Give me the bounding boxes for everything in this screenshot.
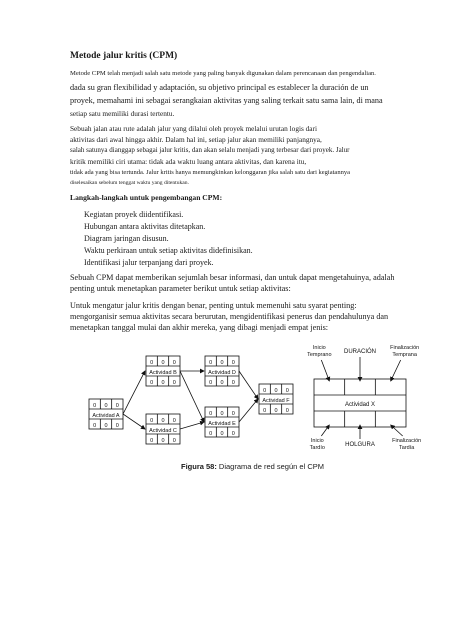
para4-line-2: mengorganisir semua aktivitas secara berurutan, mengidentifikasi penerus dan pendahulunya dan [70,312,389,321]
step-item-5: Identifikasi jalur terpanjang dari proyek. [84,258,214,267]
network-node-1 [89,399,123,429]
node-value: 0 [285,408,289,414]
node-value: 0 [115,403,119,409]
legend-node [314,379,406,427]
network-edge [123,371,145,414]
node-value: 0 [274,388,278,394]
section-title: Metode jalur kritis (CPM) [70,51,178,61]
node-value: 0 [161,418,165,424]
step-item-3: Diagram jaringan disusun. [84,234,169,243]
network-node-2 [146,356,180,386]
legend-finalizacion-tardia: Finalización [392,438,422,444]
network-node-4 [205,356,239,386]
steps-heading: Langkah-langkah untuk pengembangan CPM: [70,193,223,202]
para1-line-1: Metode CPM telah menjadi salah satu metode yang paling banyak digunakan dalam perencanaan dan pengendalian. [70,70,376,77]
node-label: Actividad D [208,370,236,376]
para4-line-3: menetapkan tanggal mulai dan akhir mereka, yang dibagi menjadi empat jenis: [70,323,329,332]
para2-line-5: tidak ada yang bisa tertunda. Jalur kritis hanya memungkinkan kelonggaran jika salah satu dari kegiatannya [70,169,350,176]
node-value: 0 [161,438,165,444]
node-value: 0 [93,423,97,429]
node-value: 0 [104,423,108,429]
figure-caption-text: Diagrama de red según el CPM [216,462,324,471]
node-value: 0 [150,438,154,444]
legend-finalizacion-tardia: Tardía [399,445,415,451]
node-label: Actividad F [262,398,290,404]
node-value: 0 [150,360,154,366]
network-edge [180,371,204,422]
node-label: Actividad A [92,413,120,419]
para4-line-1: Untuk mengatur jalur kritis dengan benar, penting untuk memenuhi satu syarat penting: [70,301,357,310]
node-value: 0 [172,380,176,386]
legend-inicio-tardio: Tardío [309,445,325,451]
step-item-4: Waktu perkiraan untuk setiap aktivitas didefinisikan. [84,246,253,255]
para3-line-2: penting untuk menetapkan parameter berikut untuk setiap aktivitas: [70,284,291,293]
network-node-6 [259,384,293,414]
para2-line-3: salah satunya dianggap sebagai jalur kritis, dan akan selalu menjadi yang terbesar dari proyek. Jalur [70,146,350,154]
figure-caption-label: Figura 58: [181,462,217,471]
network-edge [123,414,145,429]
para2-line-4: kritik memiliki ciri utama: tidak ada waktu luang antara aktivitas, dan karena itu, [70,157,307,166]
node-value: 0 [231,380,235,386]
node-value: 0 [115,423,119,429]
node-value: 0 [150,380,154,386]
node-value: 0 [220,380,224,386]
node-value: 0 [150,418,154,424]
network-edge [239,371,258,399]
node-label: Actividad C [149,428,177,434]
network-node-3 [146,414,180,444]
node-value: 0 [231,360,235,366]
node-value: 0 [231,411,235,417]
para3-line-1: Sebuah CPM dapat memberikan sejumlah besar informasi, dan untuk dapat mengetahuinya, adalah [70,273,395,282]
para1-line-2: dada su gran flexibilidad y adaptación, su objetivo principal es establecer la duración de un [70,83,369,92]
node-value: 0 [231,431,235,437]
node-value: 0 [209,411,213,417]
node-value: 0 [93,403,97,409]
network-edge [239,399,258,422]
para1-line-3: proyek, memahami ini sebagai serangkaian aktivitas yang saling terkait satu sama lain, di mana [70,96,383,105]
node-value: 0 [172,438,176,444]
node-value: 0 [263,388,267,394]
node-value: 0 [104,403,108,409]
node-value: 0 [209,431,213,437]
para1-line-4: setiap satu memiliki durasi tertentu. [70,109,175,118]
legend-node-label: Actividad X [344,402,376,408]
legend-finalizacion-temprana: Finalización [390,345,420,351]
network-node-5 [205,407,239,437]
node-value: 0 [172,360,176,366]
node-value: 0 [161,380,165,386]
step-item-2: Hubungan antara aktivitas ditetapkan. [84,222,206,231]
network-edge [180,422,204,429]
legend-inicio-tardio: Inicio [310,438,324,444]
para2-line-2: aktivitas dari awal hingga akhir. Dalam hal ini, setiap jalur akan memiliki panjangnya, [70,135,322,144]
figure-caption [181,462,324,471]
legend-pointer-arrow [321,360,329,381]
para2-line-6: diselesaikan sebelum tenggat waktu yang ditentukan. [70,180,189,186]
legend-holgura: HOLGURA [345,442,375,448]
node-value: 0 [172,418,176,424]
step-item-1: Kegiatan proyek diidentifikasi. [84,210,184,219]
node-value: 0 [161,360,165,366]
node-value: 0 [263,408,267,414]
node-label: Actividad B [149,370,177,376]
node-value: 0 [209,380,213,386]
node-value: 0 [220,360,224,366]
legend-finalizacion-temprana: Temprana [392,352,417,358]
node-value: 0 [220,431,224,437]
node-label: Actividad E [208,421,236,427]
para2-line-1: Sebuah jalan atau rute adalah jalur yang dilalui oleh proyek melalui urutan logis dari [70,124,318,133]
legend-inicio-temprano: Inicio [312,345,326,351]
node-value: 0 [220,411,224,417]
legend-inicio-temprano: Temprano [307,352,332,358]
node-value: 0 [209,360,213,366]
legend-pointer-arrow [391,360,401,381]
legend-duracion: DURACIÓN [343,349,377,355]
node-value: 0 [285,388,289,394]
node-value: 0 [274,408,278,414]
